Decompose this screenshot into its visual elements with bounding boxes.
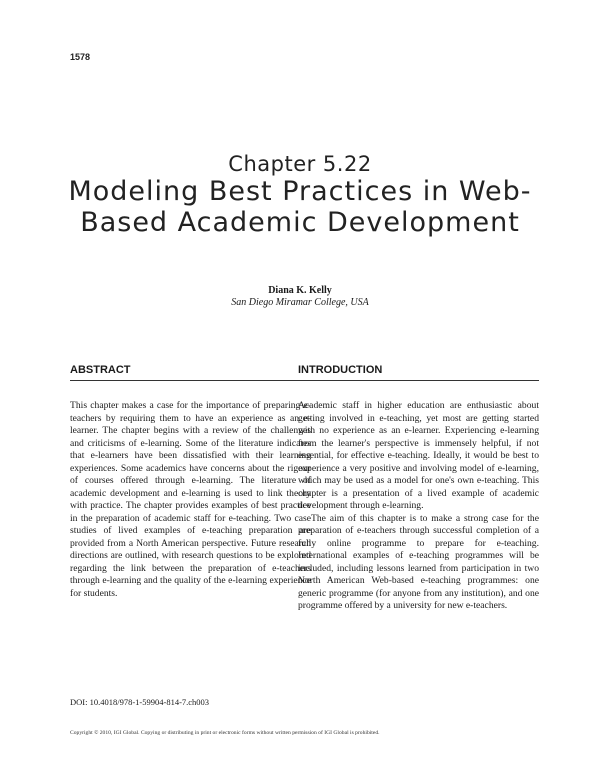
chapter-label: Chapter 5.22	[228, 152, 372, 176]
abstract-text: This chapter makes a case for the importance of preparing e-teachers by requiring them to have an experience as an e-learner. The chapter begins with a review of the challenges and criticisms of e-learning. Some of the literature indicates that e-learners have been dissatisfied with their learning experiences. Some academics have concerns about the rigour of courses offered through e-learning. The literature of academic development and e-learning is used to link theory with practice. The chapter provides examples of best practice in the preparation of academic staff for e-teaching. Two case studies of lived examples of e-teaching preparation are provided from a North American perspective. Future research directions are outlined, with research questions to be explored regarding the link between the preparation of e-teachers through e-learning and the quality of the e-learning experience for students.	[70, 400, 311, 599]
abstract-heading: ABSTRACT	[70, 364, 311, 381]
abstract-section	[70, 364, 311, 600]
introduction-paragraph-1: Academic staff in higher education are enthusiastic about getting involved in e-teaching, yet most are getting started with no experience as an e-learner. Experiencing e-learning from the learner's perspective is immensely helpful, if not essential, for effective e-teaching. Ideally, it would be best to experience a very positive and involving model of e-learning, which may be used as a model for one's own e-teaching. This chapter is a presentation of a lived example of academic development through e-learning.	[298, 400, 539, 511]
page-number: 1578	[70, 52, 91, 62]
copyright-notice: Copyright © 2010, IGI Global. Copying or distributing in print or electronic forms without written permission of IGI Global is prohibited.	[70, 730, 380, 736]
introduction-heading: INTRODUCTION	[298, 364, 539, 381]
author-affiliation: San Diego Miramar College, USA	[231, 297, 369, 308]
author-name: Diana K. Kelly	[268, 285, 332, 296]
introduction-section	[298, 364, 539, 613]
chapter-title: Modeling Best Practices in Web-Based Academic Development	[68, 176, 532, 238]
doi: DOI: 10.4018/978-1-59904-814-7.ch003	[70, 697, 210, 707]
introduction-paragraph-2: The aim of this chapter is to make a strong case for the preparation of e-teachers through successful completion of a fully online programme to prepare for e-teaching. International examples of e-teaching programmes will be included, including lessons learned from participation in two North American Web-based e-teaching programmes: one generic programme (for anyone from any institution), and one programme offered by a university for new e-teachers.	[298, 512, 539, 611]
